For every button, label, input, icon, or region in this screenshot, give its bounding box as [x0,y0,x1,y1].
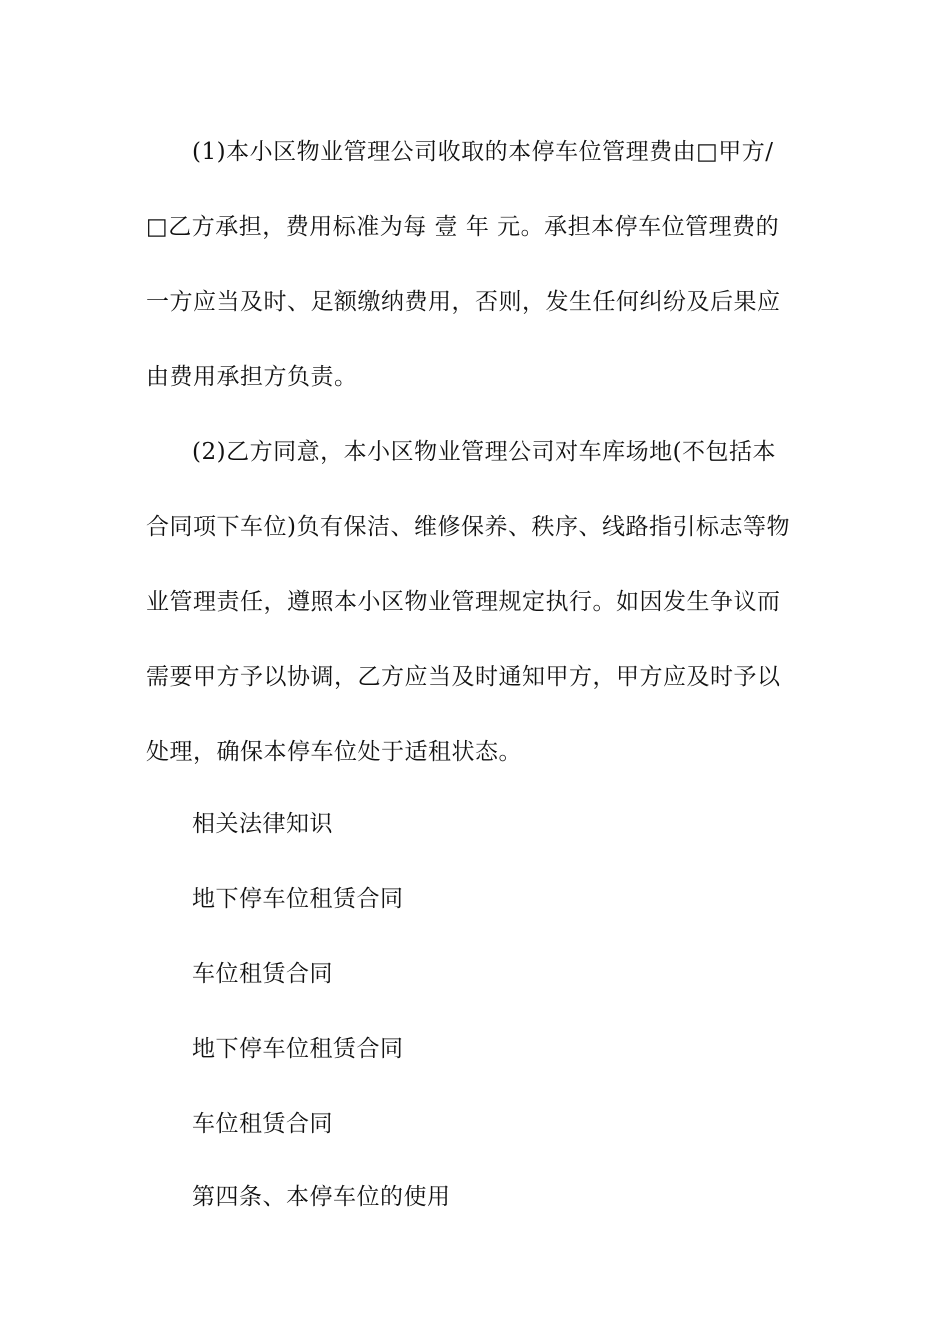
related-link-4[interactable]: 车位租赁合同 [192,1111,333,1137]
paragraph-1-line-2: □乙方承担，费用标准为每 壹 年 元。承担本停车位管理费的 [146,214,780,240]
paragraph-2-line-4: 需要甲方予以协调，乙方应当及时通知甲方，甲方应及时予以 [146,664,781,690]
related-law-heading: 相关法律知识 [192,811,333,837]
related-link-3[interactable]: 地下停车位租赁合同 [192,1036,404,1062]
paragraph-1-line-1: (1)本小区物业管理公司收取的本停车位管理费由□甲方/ [192,139,774,165]
paragraph-1-line-4: 由费用承担方负责。 [146,364,358,390]
related-link-1[interactable]: 地下停车位租赁合同 [192,886,404,912]
paragraph-2-line-2: 合同项下车位)负有保洁、维修保养、秩序、线路指引标志等物 [146,514,790,540]
section-heading: 第四条、本停车位的使用 [192,1184,451,1210]
paragraph-2-line-1: (2)乙方同意，本小区物业管理公司对车库场地(不包括本 [192,439,777,465]
related-link-2[interactable]: 车位租赁合同 [192,961,333,987]
paragraph-2-line-5: 处理，确保本停车位处于适租状态。 [146,739,522,765]
paragraph-2-line-3: 业管理责任，遵照本小区物业管理规定执行。如因发生争议而 [146,589,781,615]
paragraph-1-line-3: 一方应当及时、足额缴纳费用，否则，发生任何纠纷及后果应 [146,289,781,315]
